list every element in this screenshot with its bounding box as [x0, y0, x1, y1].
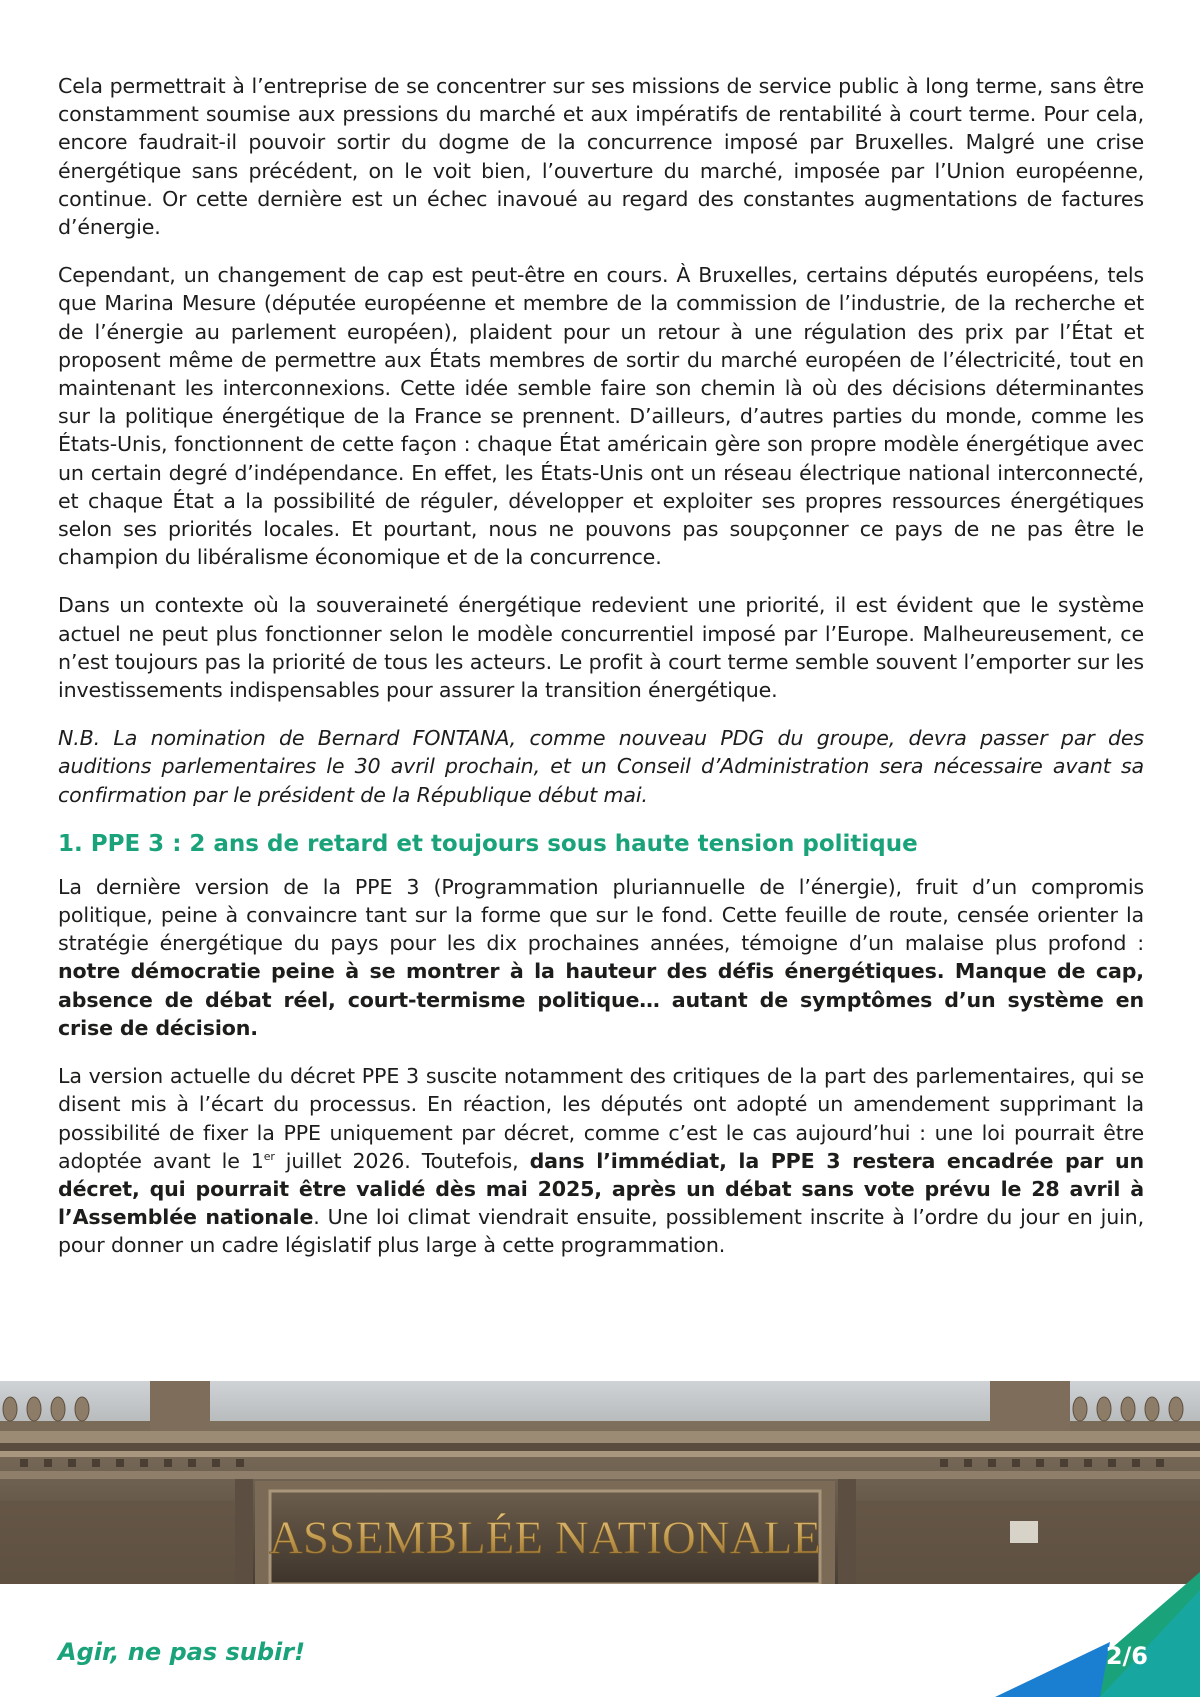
paragraph-5-text-b: juillet 2026. Toutefois,	[274, 1148, 530, 1173]
section-title: 1. PPE 3 : 2 ans de retard et toujours sous haute tension politique	[58, 830, 918, 857]
paragraph-1: Cela permettrait à l’entreprise de se concentrer sur ses missions de service public à long terme, sans être constamment soumise aux pressions du marché et aux impératifs de rentabilité à court terme. Pour cela, encore faudrait-il pouvoir sortir du dogme de la concurrence imposé par Bruxelles. Malgré une crise énergétique sans précédent, on le voit bien, l’ouverture du marché, imposée par l’Union européenne, continue. Or cette dernière est un échec inavoué au regard des constantes augmentations de factures d’énergie.	[58, 74, 1144, 240]
sign-lettering: ASSEMBLÉE NATIONALE	[268, 1512, 822, 1564]
assemblee-nationale-photo	[0, 1381, 1200, 1584]
paragraph-4-bold: notre démocratie peine à se montrer à la hauteur des défis énergétiques. Manque de cap, absence de débat réel, court-termisme politique… autant de symptômes d’un système en crise de décision.	[58, 959, 1144, 1040]
footer-slogan: Agir, ne pas subir!	[58, 1638, 306, 1666]
document-body	[58, 72, 1144, 1280]
paragraph-4	[58, 873, 1144, 1042]
corner-decoration	[995, 1572, 1200, 1697]
ordinal-superscript: er	[263, 1149, 275, 1163]
paragraph-2: Cependant, un changement de cap est peut-être en cours. À Bruxelles, certains députés européens, tels que Marina Mesure (députée européenne et membre de la commission de l’industrie, de la recherche et de l’énergie au parlement européen), plaident pour un retour à une régulation des prix par l’État et proposent même de permettre aux États membres de sortir du marché européen de l’électricité, tout en maintenant les interconnexions. Cette idée semble faire son chemin là où des décisions déterminantes sur la politique énergétique de la France se prennent. D’ailleurs, d’autres parties du monde, comme les États-Unis, fonctionnent de cette façon : chaque État américain gère son propre modèle énergétique avec un certain degré d’indépendance. En effet, les États-Unis ont un réseau électrique national interconnecté, et chaque État a la possibilité de réguler, développer et exploiter ses propres ressources énergétiques selon ses priorités locales. Et pourtant, nous ne pouvons pas soupçonner ce pays de ne pas être le champion du libéralisme économique et de la concurrence.	[58, 263, 1144, 570]
paragraph-5	[58, 1062, 1144, 1259]
paragraph-4-text: La dernière version de la PPE 3 (Programmation pluriannuelle de l’énergie), fruit d’un compromis politique, peine à convaincre tant sur la forme que sur le fond. Cette feuille de route, censée orienter la stratégie énergétique du pays pour les dix prochaines années, témoigne d’un malaise plus profond :	[58, 874, 1144, 956]
paragraph-5-text-a: La version actuelle du décret PPE 3 suscite notamment des critiques de la part des parlementaires, qui se disent mis à l’écart du processus. En réaction, les députés ont adopté un amendement supprimant la possibilité de fixer la PPE uniquement par décret, comme c’est le cas aujourd’hui : une loi pourrait être adoptée avant le 1	[58, 1064, 1144, 1173]
paragraph-5-bold: dans l’immédiat, la PPE 3 restera encadrée par un décret, qui pourrait être validé dès mai 2025, après un débat sans vote prévu le 28 avril à l’Assemblée nationale	[58, 1148, 1144, 1230]
paragraph-3: Dans un contexte où la souveraineté énergétique redevient une priorité, il est évident que le système actuel ne peut plus fonctionner selon le modèle concurrentiel imposé par l’Europe. Malheureusement, ce n’est toujours pas la priorité de tous les acteurs. Le profit à court terme semble souvent l’emporter sur les investissements indispensables pour assurer la transition énergétique.	[58, 593, 1144, 703]
paragraph-5-text-c: . Une loi climat viendrait ensuite, possiblement inscrite à l’ordre du jour en juin, pour donner un cadre législatif plus large à cette programmation.	[58, 1205, 1144, 1258]
nota-bene: N.B. La nomination de Bernard FONTANA, comme nouveau PDG du groupe, devra passer par des auditions parlementaires le 30 avril prochain, et un Conseil d’Administration sera nécessaire avant sa confirmation par le président de la République début mai.	[58, 726, 1144, 807]
page-number: 2/6	[1105, 1642, 1148, 1670]
